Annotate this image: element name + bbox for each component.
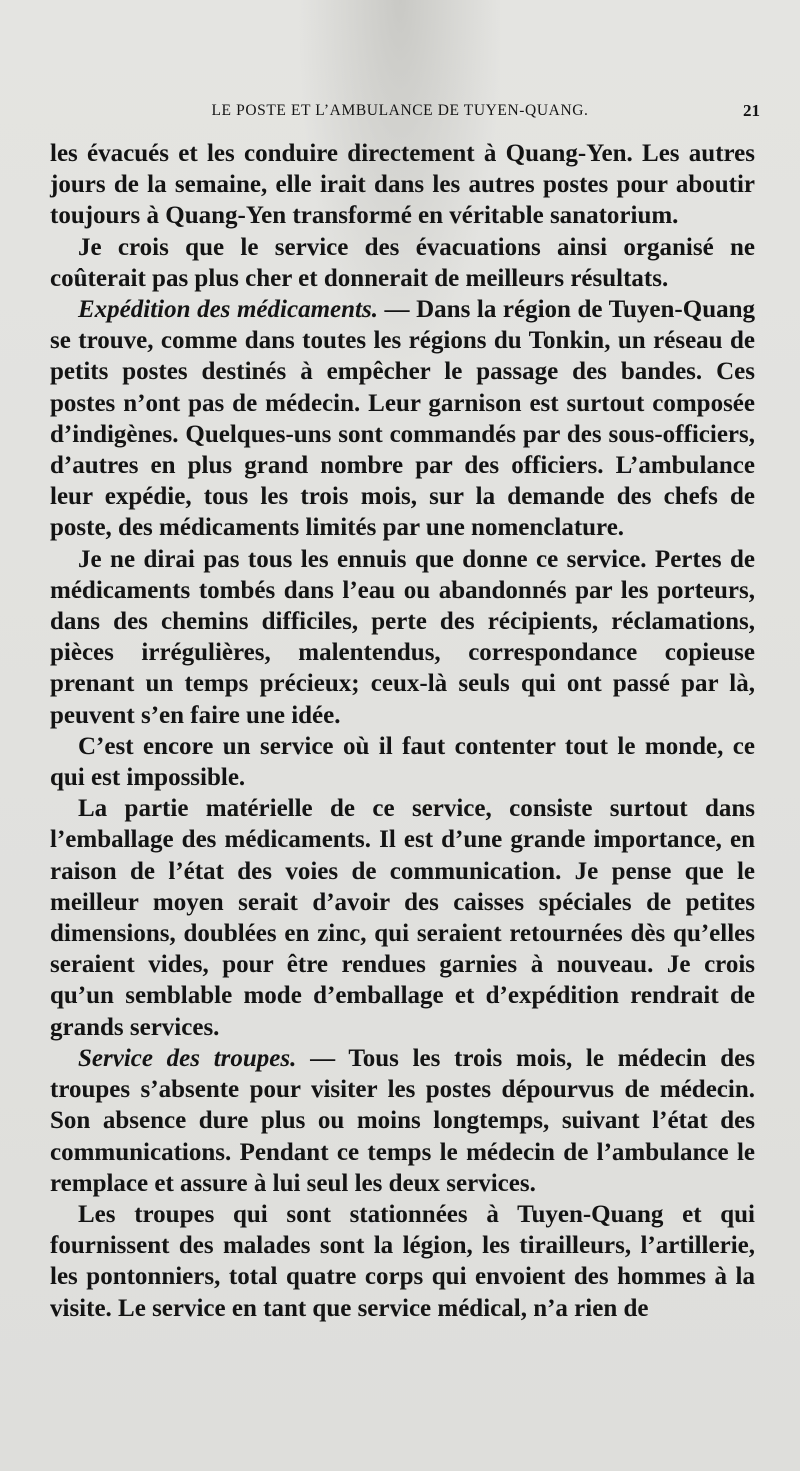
paragraph-4 xyxy=(50,544,755,731)
paragraph-6 xyxy=(50,793,755,1043)
paragraph-6-text: La partie matérielle de ce service, consiste surtout dans l’emballage des médicaments. Il est d’une grande importance, en raison de l’état des voies de communication. Je pense que le meilleur moyen serait d’avoir des caisses spéciales de petites dimensions, doublées en zinc, qui seraient retournées dès qu’elles seraient vides, pour être rendues garnies à nouveau. Je crois qu’un semblable mode d’emballage et d’expédition rendrait de grands services. xyxy=(50,795,755,1041)
section-heading-expedition: Expédition des médicaments. xyxy=(78,296,378,324)
paragraph-4-text: Je ne dirai pas tous les ennuis que donne ce service. Pertes de médicaments tombés dans l’eau ou abandonnés par les porteurs, dans des chemins difficiles, perte des récipients, réclamations, pièces irrégulières, malentendus, correspondance copieuse prenant un temps précieux; ceux-là seuls qui ont passé par là, peuvent s’en faire une idée. xyxy=(50,545,755,729)
section-heading-service-troupes: Service des troupes. xyxy=(78,1044,297,1072)
page-number: 21 xyxy=(743,101,760,120)
paragraph-3 xyxy=(50,294,755,544)
paragraph-8-text: Les troupes qui sont stationnées à Tuyen-Quang et qui fournissent des malades sont la légion, les tirailleurs, l’artillerie, les pontonniers, total quatre corps qui envoient des hommes à la visite. Le service en tant que service médical, n’a rien de xyxy=(50,1200,755,1322)
paragraph-7 xyxy=(50,1043,755,1199)
paragraph-2-text: Je crois que le service des évacuations ainsi organisé ne coûterait pas plus cher et donnerait de meilleurs résultats. xyxy=(50,233,755,292)
paragraph-3-text: — Dans la région de Tuyen-Quang se trouve, comme dans toutes les régions du Tonkin, un réseau de petits postes destinés à empêcher le passage des bandes. Ces postes n’ont pas de médecin. Leur garnison est surtout composée d’indigènes. Quelques-uns sont commandés par des sous-officiers, d’autres en plus grand nombre par des officiers. L’ambulance leur expédie, tous les trois mois, sur la demande des chefs de poste, des médicaments limités par une nomenclature. xyxy=(50,296,755,542)
paragraph-5-text: C’est encore un service où il faut contenter tout le monde, ce qui est impossible. xyxy=(50,732,755,792)
paragraph-2 xyxy=(50,232,755,294)
paragraph-1 xyxy=(50,138,755,232)
paragraph-5 xyxy=(50,731,755,793)
running-head xyxy=(0,102,800,128)
running-title: LE POSTE ET L’AMBULANCE DE TUYEN-QUANG. xyxy=(211,102,589,119)
paragraph-7-text: — Tous les trois mois, le médecin des troupes s’absente pour visiter les postes dépourvus de médecin. Son absence dure plus ou moins longtemps, suivant l’état des communications. Pendant ce temps le médecin de l’ambulance le remplace et assure à lui seul les deux services. xyxy=(50,1044,755,1197)
paragraph-8 xyxy=(50,1199,755,1324)
paragraph-1-text: les évacués et les conduire directement à Quang-Yen. Les autres jours de la semaine, elle irait dans les autres postes pour aboutir toujours à Quang-Yen transformé en véritable sanatorium. xyxy=(50,140,755,230)
body-text xyxy=(50,138,755,1324)
